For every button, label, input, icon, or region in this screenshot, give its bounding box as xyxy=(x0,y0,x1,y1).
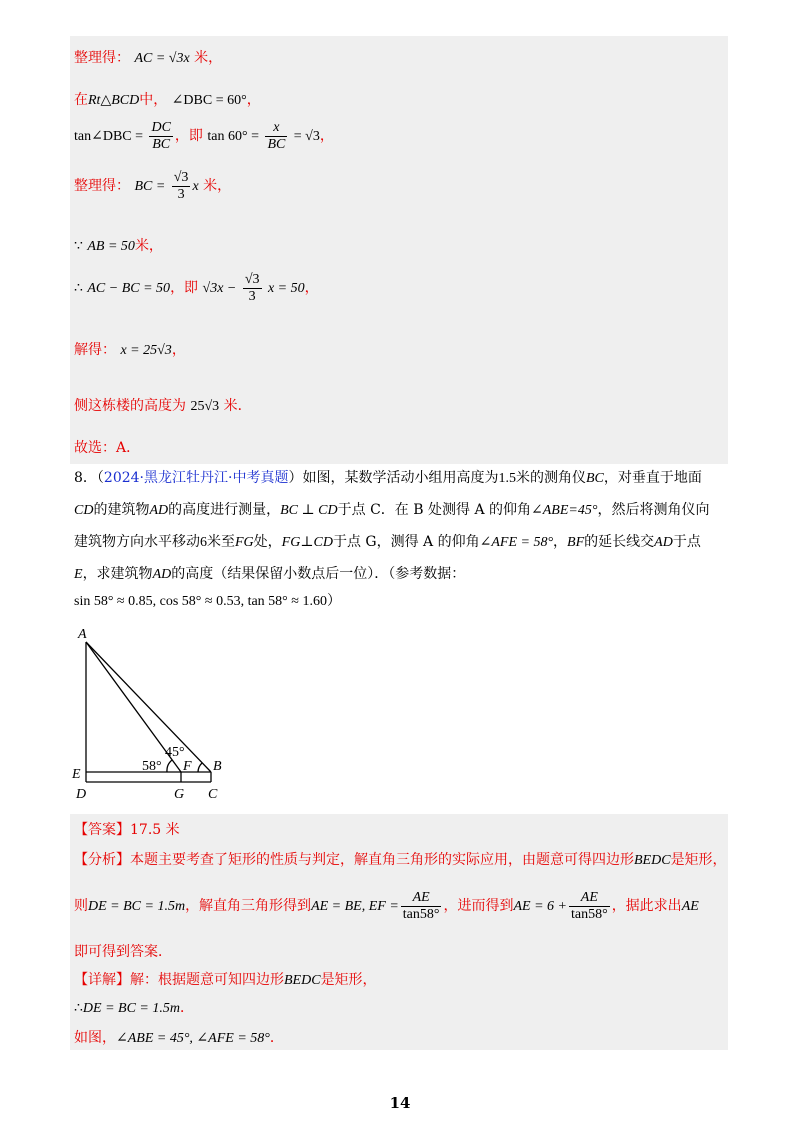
problem-source: 2024·黑龙江牡丹江·中考真题 xyxy=(103,470,289,486)
analysis-label: 【分析】 xyxy=(74,852,130,868)
solution-line-5: ∵ AB = 50米， xyxy=(74,238,163,254)
solution-line-8: 侧这栋楼的高度为 25√3 米． xyxy=(74,398,252,414)
solution-line-3: tan∠DBC = $\frac{DC}{BC}$ ，即 tan 60° = $\frac{x}{BC}$ = √3， xyxy=(74,119,334,152)
answer-label: 【答案】 xyxy=(74,822,130,838)
solution-line-9: 故选：A． xyxy=(74,440,141,456)
analysis-line-1: 【分析】本题主要考查了矩形的性质与判定，解直角三角形的实际应用，由题意可得四边形BEDC是矩形， xyxy=(74,852,727,868)
answer-line xyxy=(74,820,180,840)
answer-value: 17.5 米 xyxy=(130,822,180,838)
analysis-line-3: 即可得到答案． xyxy=(74,944,172,960)
label-E: E xyxy=(72,767,81,782)
problem-line-4: E，求建筑物AD的高度（结果保留小数点后一位）．（参考数据： xyxy=(74,566,466,582)
label-C: C xyxy=(208,787,218,802)
analysis-line-2: 则DE = BC = 1.5m，解直角三角形得到AE = BE, EF = $\frac{AE}{\tan 58^\circ}$ ，进而得到AE = 6 + $\frac{AE}{\tan 58^\circ}$ ，据此求出AE xyxy=(74,889,699,922)
solution-line-4: 整理得： BC = $\frac{√3}{3}$ x 米， xyxy=(74,169,232,202)
solution-line-1: 整理得： AC = √3x 米， xyxy=(74,50,223,66)
problem-line-3: 建筑物方向水平移动6米至FG处，FG⊥CD于点 G，测得 A 的仰角∠AFE = 58°，BF的延长线交AD于点 xyxy=(74,534,701,550)
problem-reference-data: sin 58° ≈ 0.85, cos 58° ≈ 0.53, tan 58° ≈ 1.60） xyxy=(74,594,341,609)
detail-label: 【详解】 xyxy=(74,972,130,988)
solution-line-2: 在Rt△BCD中， ∠DBC = 60°， xyxy=(74,92,261,108)
detail-line-1: 【详解】解：根据题意可知四边形BEDC是矩形， xyxy=(74,972,377,988)
solution-line-6: ∴ AC − BC = 50，即 √3x − $\frac{√3}{3}$ x = 50， xyxy=(74,271,319,304)
arc-angle-58 xyxy=(167,760,172,772)
detail-line-3: 如图，∠ABE = 45°, ∠AFE = 58°． xyxy=(74,1030,284,1046)
arc-angle-45 xyxy=(198,763,202,772)
label-F: F xyxy=(183,759,192,774)
page-number: 14 xyxy=(389,1094,411,1112)
label-angle-45: 45° xyxy=(165,745,185,760)
label-D: D xyxy=(76,787,87,802)
label-G: G xyxy=(174,787,185,802)
label-A: A xyxy=(78,627,87,642)
label-B: B xyxy=(213,759,222,774)
segment-AB xyxy=(86,642,211,772)
geometry-figure xyxy=(70,622,240,802)
solution-line-7: 解得： x = 25√3， xyxy=(74,342,186,358)
detail-line-2: ∴DE = BC = 1.5m． xyxy=(74,1000,194,1016)
problem-line-2: CD的建筑物AD的高度进行测量，BC ⊥ CD于点 C．在 B 处测得 A 的仰角∠ABE=45°，然后将测角仪向 xyxy=(74,502,710,518)
label-angle-58: 58° xyxy=(142,759,162,774)
problem-line-1: 8．（2024·黑龙江牡丹江·中考真题）如图，某数学活动小组用高度为1.5米的测角仪BC，对垂直于地面 xyxy=(74,470,702,486)
